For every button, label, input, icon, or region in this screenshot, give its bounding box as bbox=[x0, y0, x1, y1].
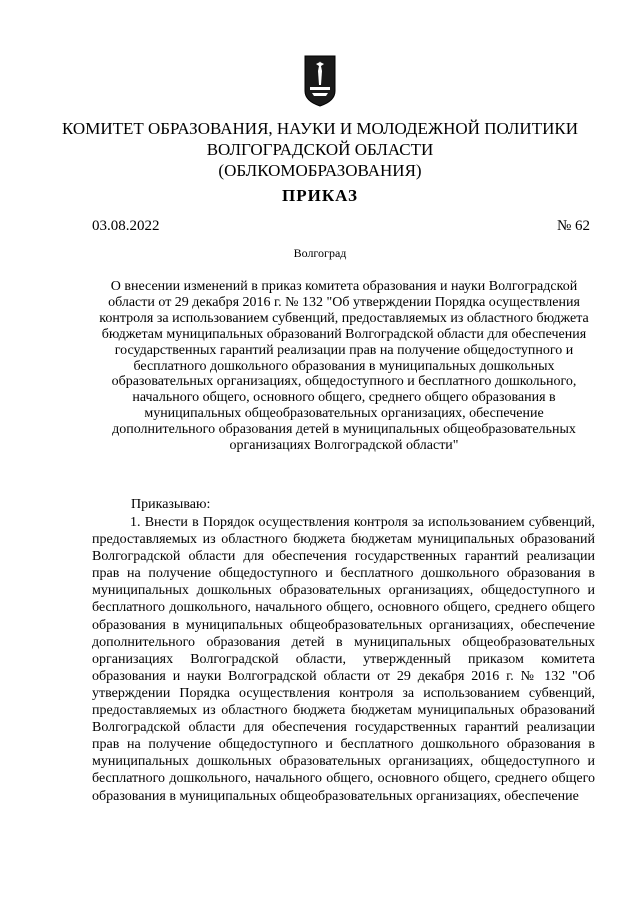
order-intro: Приказываю: bbox=[131, 497, 211, 512]
document-subject: О внесении изменений в приказ комитета образования и науки Волгоградской области от 29 декабря 2016 г. № 132 "Об утверждении Порядка осуществления контроля за использованием субвенций, предоставляемых из областного бюджета бюджетам муниципальных образований Волгоградской области для обеспечения государственных гарантий реализации прав на получение общедоступного и бесплатного дошкольного образования в муниципальных дошкольных образовательных организациях, общедоступного и бесплатного дошкольного, начального общего, основного общего, среднего общего образования в муниципальных общеобразовательных организациях, обеспечение дополнительного образования детей в муниципальных общеобразовательных организациях Волгоградской области" bbox=[99, 279, 589, 454]
document-type-title: ПРИКАЗ bbox=[282, 186, 358, 205]
org-line-1: КОМИТЕТ ОБРАЗОВАНИЯ, НАУКИ И МОЛОДЕЖНОЙ ПОЛИТИКИ bbox=[62, 119, 578, 138]
org-line-2: ВОЛГОГРАДСКОЙ ОБЛАСТИ bbox=[206, 140, 434, 159]
document-city: Волгоград bbox=[293, 246, 347, 260]
paragraph-1: 1. Внести в Порядок осуществления контроля за использованием субвенций, предоставляемых из областного бюджета бюджетам муниципальных образований Волгоградской области для обеспечения государственных гарантий реализации прав на получение общедоступного и бесплатного дошкольного образования в муниципальных дошкольных образовательных организациях, общедоступного и бесплатного дошкольного, начального общего, основного общего, среднего общего образования в муниципальных общеобразовательных организациях, обеспечение дополнительного образования детей в муниципальных общеобразовательных организациях Волгоградской области, утвержденный приказом комитета образования и науки Волгоградской области от 29 декабря 2016 г. № 132 "Об утверждении Порядка осуществления контроля за использованием субвенций, предоставляемых из областного бюджета бюджетам муниципальных образований Волгоградской области для обеспечения государственных гарантий реализации прав на получение общедоступного и бесплатного дошкольного образования в муниципальных дошкольных образовательных организациях, общедоступного и бесплатного дошкольного, начального общего, основного общего, среднего общего образования в муниципальных общеобразовательных организациях, обеспечение bbox=[92, 515, 595, 804]
org-line-3: (ОБЛКОМОБРАЗОВАНИЯ) bbox=[218, 161, 422, 180]
organization-name bbox=[0, 118, 640, 181]
document-date: 03.08.2022 bbox=[92, 218, 160, 234]
document-number: № 62 bbox=[556, 218, 590, 234]
coat-of-arms-icon bbox=[304, 55, 336, 107]
